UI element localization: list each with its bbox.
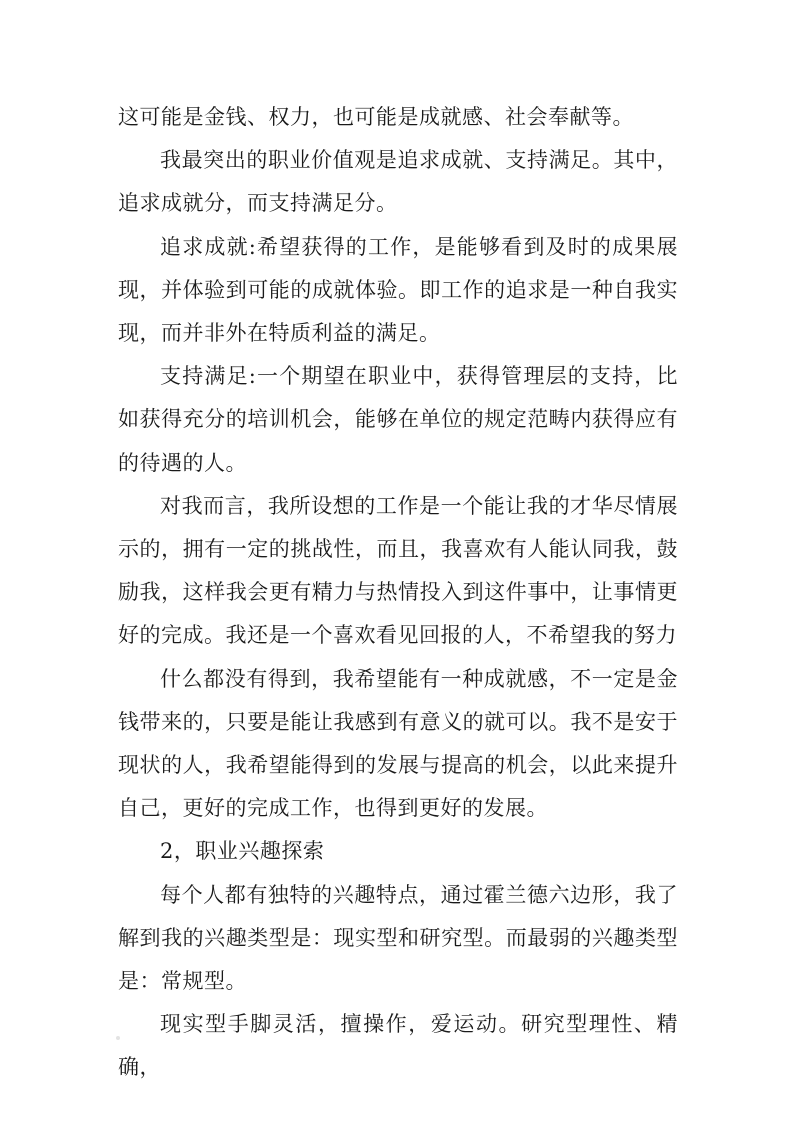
paragraph: 每个人都有独特的兴趣特点，通过霍兰德六边形，我了解到我的兴趣类型是：现实型和研究型。而最弱的兴趣类型是：常规型。 [118, 882, 678, 994]
document-body [118, 96, 678, 1090]
corner-mark [116, 1036, 120, 1040]
paragraph: 我最突出的职业价值观是追求成就、支持满足。其中，追求成就分，而支持满足分。 [118, 148, 678, 216]
paragraph: 追求成就:希望获得的工作，是能够看到及时的成果展现，并体验到可能的成就体验。即工作的追求是一种自我实现，而并非外在特质利益的满足。 [118, 234, 678, 346]
paragraph: 支持满足:一个期望在职业中，获得管理层的支持，比如获得充分的培训机会，能够在单位的规定范畴内获得应有的待遇的人。 [118, 364, 678, 475]
paragraph: 这可能是金钱、权力，也可能是成就感、社会奉献等。 [118, 105, 634, 129]
paragraph: 什么都没有得到，我希望能有一种成就感，不一定是金钱带来的，只要是能让我感到有意义的就可以。我不是安于现状的人，我希望能得到的发展与提高的机会，以此来提升自己，更好的完成工作，也得到更好的发展。 [118, 666, 678, 821]
section-heading: 2，职业兴趣探索 [160, 839, 325, 864]
paragraph: 对我而言，我所设想的工作是一个能让我的才华尽情展示的，拥有一定的挑战性，而且，我喜欢有人能认同我，鼓励我，这样我会更有精力与热情投入到这件事中，让事情更好的完成。我还是一个喜欢看见回报的人，不希望我的努力 [118, 493, 678, 648]
paragraph: 现实型手脚灵活，擅操作，爱运动。研究型理性、精确， [118, 1012, 678, 1080]
